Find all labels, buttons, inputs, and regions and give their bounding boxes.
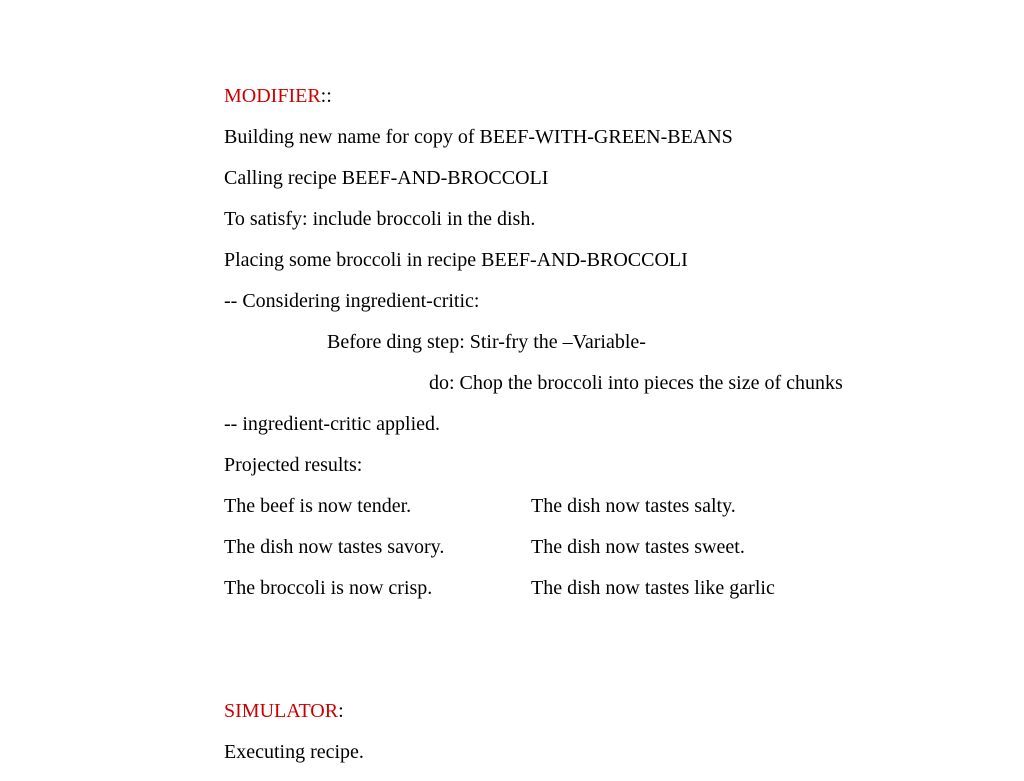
simulator-heading [224,699,1004,740]
result-left: The broccoli is now crisp. [224,577,433,599]
trace-line-placing-broccoli: Placing some broccoli in recipe BEEF-AND-BROCCOLI [224,249,688,271]
result-row [224,535,1004,576]
spacer [224,617,1004,699]
result-left: The dish now tastes savory. [224,536,445,558]
result-right: The dish now tastes salty. [531,495,736,517]
trace-line-before-step: Before ding step: Stir-fry the –Variable- [327,331,646,353]
trace-line-building-name: Building new name for copy of BEEF-WITH-GREEN-BEANS [224,126,733,148]
result-right: The dish now tastes like garlic [531,577,775,599]
projected-results-label: Projected results: [224,454,363,476]
modifier-suffix: :: [320,85,332,107]
result-right: The dish now tastes sweet. [531,536,745,558]
trace-line-executing-recipe: Executing recipe. [224,741,364,763]
modifier-keyword: MODIFIER [224,85,321,107]
trace-output [224,84,1004,781]
result-row [224,494,1004,535]
trace-line-calling-recipe: Calling recipe BEEF-AND-BROCCOLI [224,167,549,189]
simulator-keyword: SIMULATOR [224,700,339,722]
result-row [224,576,1004,617]
trace-line-do-step: do: Chop the broccoli into pieces the size of chunks [429,372,843,394]
modifier-heading [224,84,1004,125]
trace-line-considering-critic: -- Considering ingredient-critic: [224,290,480,312]
simulator-suffix: : [338,700,344,722]
trace-line-critic-applied: -- ingredient-critic applied. [224,413,441,435]
trace-line-to-satisfy: To satisfy: include broccoli in the dish. [224,208,536,230]
result-left: The beef is now tender. [224,495,412,517]
